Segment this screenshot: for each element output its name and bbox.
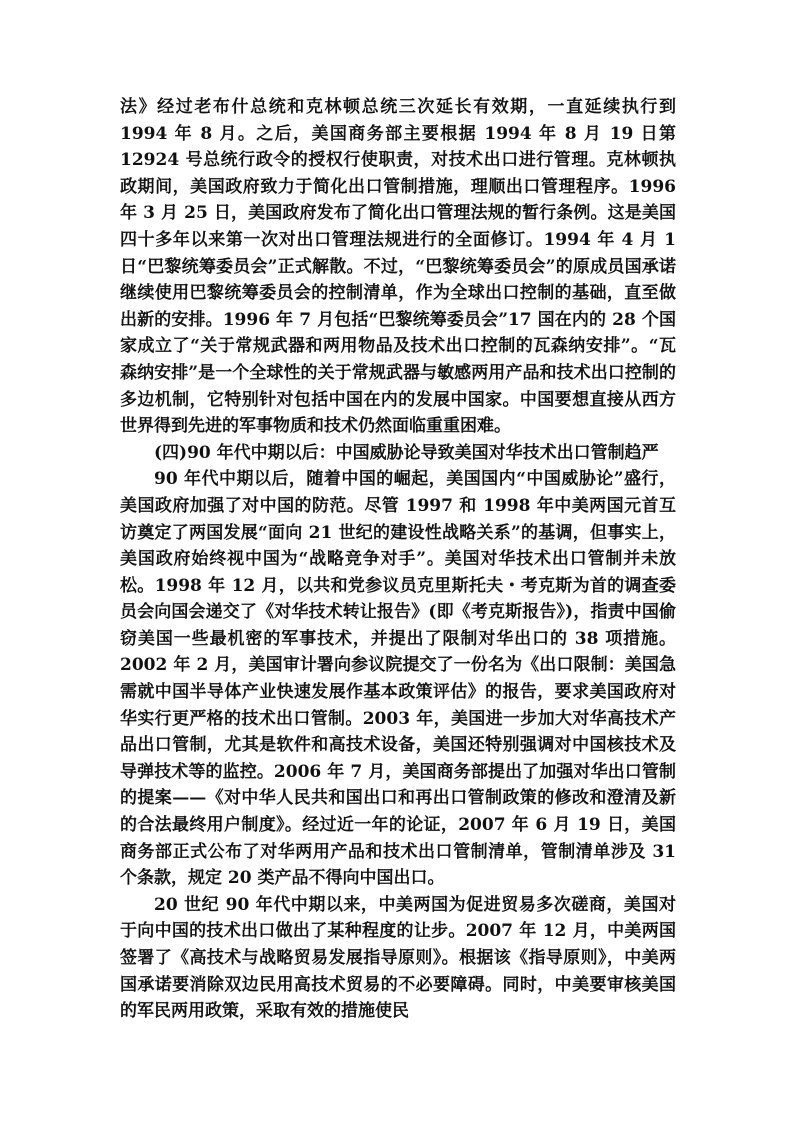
document-page bbox=[120, 94, 676, 1025]
body-paragraph: 法》经过老布什总统和克林顿总统三次延长有效期，一直延续执行到 1994 年 8 月。之后，美国商务部主要根据 1994 年 8 月 19 日第 12924 号总统行政令的授权行使职责，对技术出口进行管理。克林顿执政期间，美国政府致力于简化出口管制措施，理顺出口管理程序。1996 年 3 月 25 日，美国政府发布了简化出口管理法规的暂行条例。这是美国四十多年以来第一次对出口管理法规进行的全面修订。1994 年 4 月 1 日“巴黎统筹委员会”正式解散。不过，“巴黎统筹委员会”的原成员国承诺继续使用巴黎统筹委员会的控制清单，作为全球出口控制的基础，直至做出新的安排。1996 年 7 月包括“巴黎统筹委员会”17 国在内的 28 个国家成立了“关于常规武器和两用物品及技术出口控制的瓦森纳安排”。“瓦森纳安排”是一个全球性的关于常规武器与敏感两用产品和技术出口控制的多边机制，它特别针对包括中国在内的发展中国家。中国要想直接从西方世界得到先进的军事物质和技术仍然面临重重困难。 bbox=[120, 97, 676, 437]
section-heading: (四)90 年代中期以后：中国威胁论导致美国对华技术出口管制趋严 bbox=[154, 442, 659, 463]
body-paragraph: 90 年代中期以后，随着中国的崛起，美国国内“中国威胁论”盛行，美国政府加强了对中国的防范。尽管 1997 和 1998 年中美两国元首互访奠定了两国发展“面向 21 世纪的建设性战略关系”的基调，但事实上，美国政府始终视中国为“战略竞争对手”。美国对华技术出口管制并未放松。1998 年 12 月，以共和党参议员克里斯托夫・考克斯为首的调查委员会向国会递交了《对华技术转让报告》(即《考克斯报告》)，指责中国偷窃美国一些最机密的军事技术，并提出了限制对华出口的 38 项措施。2002 年 2 月，美国审计署向参议院提交了一份名为《出口限制：美国急需就中国半导体产业快速发展作基本政策评估》的报告，要求美国政府对华实行更严格的技术出口管制。2003 年，美国进一步加大对华高技术产品出口管制，尤其是软件和高技术设备，美国还特别强调对中国核技术及导弹技术等的监控。2006 年 7 月，美国商务部提出了加强对华出口管制的提案——《对中华人民共和国出口和再出口管制政策的修改和澄清及新的合法最终用户制度》。经过近一年的论证，2007 年 6 月 19 日，美国商务部正式公布了对华两用产品和技术出口管制清单，管制清单涉及 31 个条款，规定 20 类产品不得向中国出口。 bbox=[120, 469, 676, 889]
body-paragraph: 20 世纪 90 年代中期以来，中美两国为促进贸易多次磋商，美国对于向中国的技术出口做出了某种程度的让步。2007 年 12 月，中美两国签署了《高技术与战略贸易发展指导原则》。根据该《指导原则》，中美两国承诺要消除双边民用高技术贸易的不必要障碍。同时，中美要审核美国的军民两用政策，采取有效的措施使民 bbox=[120, 894, 676, 1022]
